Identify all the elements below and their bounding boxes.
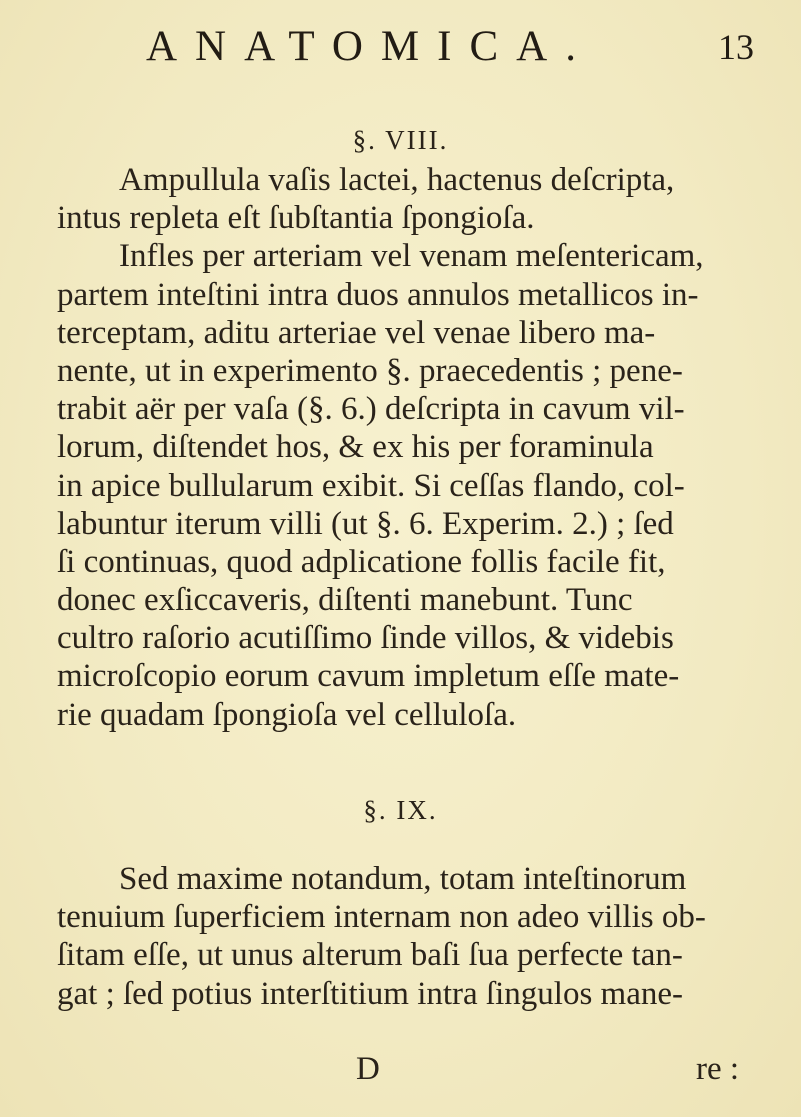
- signature-mark: D: [356, 1051, 380, 1087]
- text-line: tenuium ſuperficiem internam non adeo villis ob-: [57, 899, 706, 936]
- running-title: ANATOMICA.: [146, 23, 594, 70]
- section-ix-text: [57, 860, 763, 1013]
- text-line: lorum, diſtendet hos, & ex his per foraminula: [57, 429, 654, 466]
- text-line: Sed maxime notandum, totam inteſtinorum: [119, 861, 687, 897]
- text-line: rie quadam ſpongioſa vel celluloſa.: [57, 696, 517, 733]
- page-number: 13: [718, 27, 754, 67]
- catchword: re :: [696, 1051, 740, 1087]
- text-line: cultro raſorio acutiſſimo ſinde villos, & videbis: [57, 620, 674, 657]
- section-viii-text: [57, 161, 763, 734]
- text-line: Ampullula vaſis lactei, hactenus deſcripta,: [119, 162, 675, 198]
- text-line: trabit aër per vaſa (§. 6.) deſcripta in cavum vil-: [57, 391, 685, 428]
- text-line: in apice bullularum exibit. Si ceſſas flando, col-: [57, 467, 685, 504]
- text-line: Infles per arteriam vel venam meſentericam,: [119, 238, 704, 275]
- text-line: terceptam, aditu arteriae vel venae libero ma-: [57, 314, 656, 351]
- text-line: ſi continuas, quod adplicatione follis facile fit,: [57, 543, 666, 580]
- text-line: partem inteſtini intra duos annulos metallicos in-: [57, 276, 699, 313]
- section-heading-viii: §. VIII.: [352, 125, 449, 155]
- text-line: gat ; ſed potius interſtitium intra ſingulos mane-: [57, 975, 683, 1012]
- section-heading-ix: §. IX.: [363, 795, 438, 825]
- text-line: intus repleta eſt ſubſtantia ſpongioſa.: [57, 200, 535, 237]
- text-line: microſcopio eorum cavum impletum eſſe mate-: [57, 658, 680, 695]
- text-line: ſitam eſſe, ut unus alterum baſi ſua perfecte tan-: [57, 937, 683, 974]
- text-line: donec exſiccaveris, diſtenti manebunt. Tunc: [57, 582, 633, 619]
- text-line: labuntur iterum villi (ut §. 6. Experim. 2.) ; ſed: [57, 505, 674, 542]
- text-line: nente, ut in experimento §. praecedentis ; pene-: [57, 352, 683, 389]
